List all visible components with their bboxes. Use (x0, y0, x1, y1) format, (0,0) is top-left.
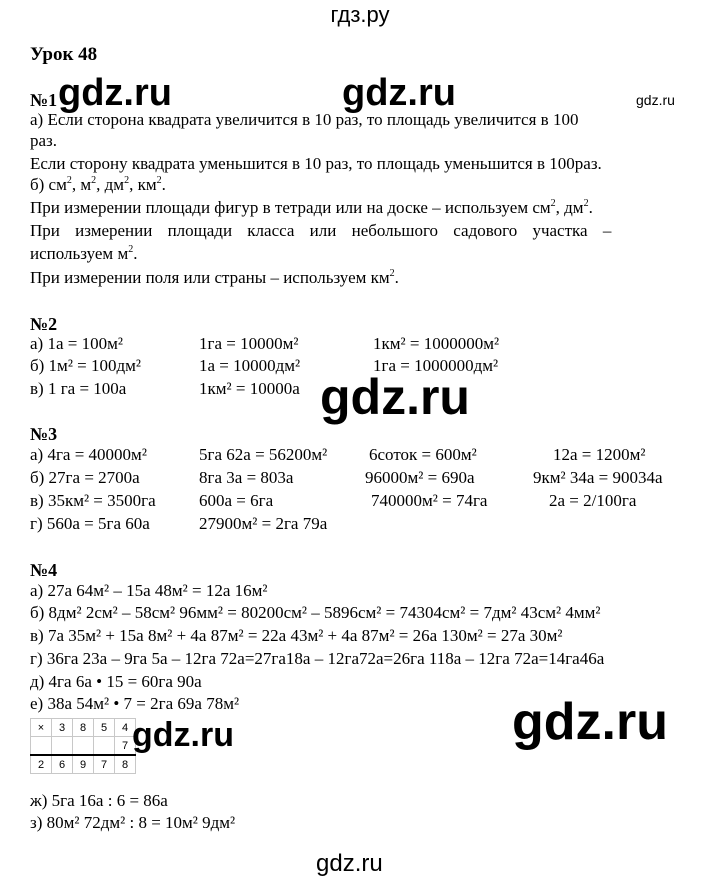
task3-cell: 8га 3а = 803а (199, 468, 294, 487)
watermark: gdz.ru (316, 850, 383, 877)
task3-cell: в) 35км² = 3500га (30, 491, 156, 510)
mult-digit (31, 737, 52, 756)
mult-digit (73, 737, 94, 756)
task2-cell: 1га = 10000м² (199, 334, 299, 353)
task2-cell: 1а = 10000дм² (199, 356, 301, 375)
watermark: gdz.ru (342, 72, 456, 114)
task3-cell: 600а = 6га (199, 491, 274, 510)
mult-sign: × (31, 719, 52, 737)
task1-a-line3: Если сторону квадрата уменьшится в 10 раз, то площадь уменьшится в 100раз. (30, 154, 602, 173)
mult-digit: 8 (73, 719, 94, 737)
task3-cell: б) 27га = 2700а (30, 468, 140, 487)
mult-digit (94, 737, 115, 756)
watermark: gdz.ru (320, 369, 470, 425)
task1-b-unit: м (80, 175, 92, 194)
task1-b-prefix: б) см (30, 175, 67, 194)
multiplication-column (30, 718, 136, 774)
mult-digit: 9 (73, 755, 94, 774)
task1-a-line1: а) Если сторона квадрата увеличится в 10 раз, то площадь увеличится в 100 (30, 110, 579, 129)
task3-number: №3 (30, 424, 58, 444)
task1-b-line: б) $см^2$, $м^2$, $дм^2$, $км^2$. (30, 175, 166, 194)
task1-a-line2: раз. (30, 131, 58, 150)
task2-cell: в) 1 га = 100а (30, 379, 127, 398)
task4-line: д) 4га 6а • 15 = 60га 90а (30, 672, 202, 691)
mult-digit: 8 (115, 755, 136, 774)
task2-cell: б) 1м² = 100дм² (30, 356, 142, 375)
watermark-small: gdz.ru (636, 92, 675, 108)
task4-line: б) 8дм² 2см² – 58см² 96мм² = 80200см² – 5896см² = 74304см² = 7дм² 43см² 4мм² (30, 603, 601, 622)
task4-line: е) 38а 54м² • 7 = 2га 69а 78м² (30, 694, 240, 713)
task2-cell: 1га = 1000000дм² (373, 356, 499, 375)
task3-cell: 2а = 2/100га (549, 491, 637, 510)
task3-cell: 96000м² = 690а (365, 468, 475, 487)
task1-b-unit: км (137, 175, 157, 194)
task1-p2-line2: используем $м^2$. (30, 244, 138, 263)
task4-line: ж) 5га 16а : 6 = 86а (30, 791, 168, 810)
task1-b-unit: дм (104, 175, 125, 194)
task4-line: з) 80м² 72дм² : 8 = 10м² 9дм² (30, 813, 236, 832)
task1-p3: При измерении поля или страны – используем $км^2$. (30, 268, 399, 287)
task3-cell: 9км² 34а = 90034а (533, 468, 663, 487)
task3-cell: 740000м² = 74га (371, 491, 488, 510)
task2-cell: а) 1а = 100м² (30, 334, 123, 353)
mult-digit: 5 (94, 719, 115, 737)
task4-line: г) 36га 23а – 9га 5а – 12га 72а=27га18а – 12га72а=26га 118а – 12га 72а=14га46а (30, 649, 605, 668)
mult-digit (52, 737, 73, 756)
site-title: гдз.ру (330, 2, 390, 27)
task3-cell: 6соток = 600м² (369, 445, 477, 464)
task2-cell: 1км² = 10000а (199, 379, 300, 398)
task3-cell: 12а = 1200м² (553, 445, 646, 464)
task1-p1: При измерении площади фигур в тетради или на доске – используем $см^2$, $дм^2$. (30, 198, 593, 217)
task1-number: №1 (30, 90, 58, 110)
task3-cell: г) 560а = 5га 60а (30, 514, 150, 533)
watermark: gdz.ru (58, 72, 172, 114)
mult-digit: 7 (115, 737, 136, 756)
mult-digit: 2 (31, 755, 52, 774)
watermark: gdz.ru (132, 716, 234, 754)
task2-number: №2 (30, 314, 58, 334)
mult-digit: 3 (52, 719, 73, 737)
task4-number: №4 (30, 560, 58, 580)
lesson-title: Урок 48 (30, 44, 98, 65)
task3-cell: а) 4га = 40000м² (30, 445, 147, 464)
task3-cell: 5га 62а = 56200м² (199, 445, 328, 464)
task2-cell: 1км² = 1000000м² (373, 334, 500, 353)
task4-line: в) 7а 35м² + 15а 8м² + 4а 87м² = 22а 43м² + 4а 87м² = 26а 130м² = 27а 30м² (30, 626, 563, 645)
watermark: gdz.ru (512, 693, 668, 751)
mult-digit: 6 (52, 755, 73, 774)
task4-line: а) 27а 64м² – 15а 48м² = 12а 16м² (30, 581, 268, 600)
mult-digit: 7 (94, 755, 115, 774)
task3-cell: 27900м² = 2га 79а (199, 514, 328, 533)
mult-digit: 4 (115, 719, 136, 737)
task1-p2-line1: При измерении площади класса или небольшого садового участка – (30, 221, 612, 240)
